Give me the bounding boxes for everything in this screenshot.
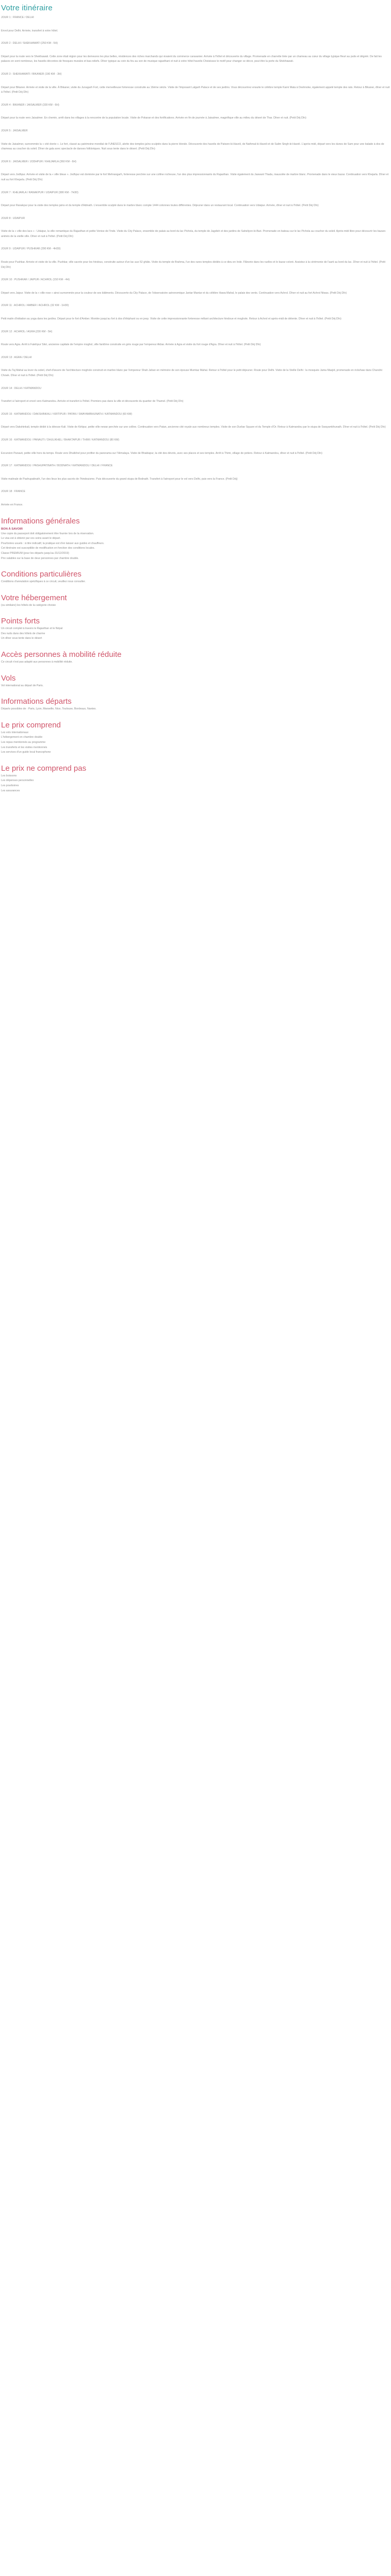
day-description: Visite de Jaisalmer, surnommée la « cité dorée ». Le fort, classé au patrimoine mondial de l'UNESCO, abrite des temples jaïns sculptés dans la pierre blonde. Découverte des havelis de Patwon-ki-Haveli, de Nathmal-ki-Haveli et de Salim Singh-ki-Haveli. L'après-midi, départ vers les dunes de Sam pour une balade à dos de chameau au coucher du soleil. Dîner de gala avec spectacle de danses folkloriques. Nuit sous tente dans le désert. (Petit Déj Dîn) xyxy=(1,142,384,151)
day-description: Départ pour Bikaner. Arrivée et visite de la ville. À Bikaner, visite du Junagarh Fort, cette merveilleuse forteresse construite au 16ème siècle. Visite de l'imposant Lalgarh Palace et de ses jardins. Vous découvrirez ensuite le célèbre temple Karni Mata à Deshnoke, également appelé temple des rats. Retour à Bikaner, dîner et nuit à l'hôtel. (Petit Déj Dîn) xyxy=(1,86,390,94)
day-description: Départ pour la route vers Jaisalmer. En chemin, arrêt dans les villages à la rencontre de la population locale. Visite de Pokaran et des fortifications. Arrivée en fin de journée à Jaisalmer, magnifique ville au milieu du désert de Thar. Dîner et nuit. (Petit Déj Dîn) xyxy=(1,116,306,120)
day-block xyxy=(0,152,391,183)
day-title: JOUR 15 : KATMANDOU / DAKSHINKALI / KIRTIPUR / PATAN / SWAYAMBHUNATH / KATMANDOU (60 KM) xyxy=(1,412,133,416)
section-paragraph: L'hébergement en chambre double xyxy=(1,736,43,739)
section-paragraph: Classe PREMIUM (pour les départs jusqu'au 31/12/2019) xyxy=(1,551,69,555)
section-paragraph: Un circuit complet à travers le Rajasthan et le Népal xyxy=(1,627,63,631)
section-paragraph: Les assurances xyxy=(1,789,20,792)
day-block xyxy=(0,404,391,430)
section-paragraph: Les services d'un guide local francophone xyxy=(1,751,51,754)
section-title: Informations générales xyxy=(1,516,80,526)
section-spacer xyxy=(0,712,391,720)
itinerary-page xyxy=(0,0,391,793)
day-block xyxy=(0,121,391,152)
itinerary-title: Votre itinéraire xyxy=(1,4,53,12)
day-title: JOUR 6 : JAISALMER / JODHPUR / KHEJARLA (360 KM - 6H) xyxy=(1,160,76,163)
days-list xyxy=(0,13,391,508)
day-block xyxy=(0,270,391,296)
day-title: JOUR 7 : KHEJARLA / RANAKPUR / UDAIPUR (380 KM - 7H30) xyxy=(1,191,78,194)
section-spacer xyxy=(0,585,391,593)
section-body xyxy=(0,774,391,793)
day-block xyxy=(0,379,391,404)
section-paragraph: Les repas mentionnés au programme xyxy=(1,741,46,744)
day-block xyxy=(0,322,391,348)
section-title: Votre hébergement xyxy=(1,593,67,602)
section-paragraph: Les transferts et les visites mentionnés xyxy=(1,745,47,749)
section-spacer xyxy=(0,508,391,516)
section-spacer xyxy=(0,665,391,673)
section-body xyxy=(0,707,391,712)
day-title: JOUR 14 : DELHI / KATMANDOU xyxy=(1,386,42,390)
day-description: Départ vers Jaipur. Visite de la « ville rose » ainsi surnommée pour la couleur de ses bâtiments. Découverte du City Palace, de l'observatoire astronomique Jantar Mantar et du célèbre Hawa Mahal, le palais des vents. Continuation vers Achrol. Dîner et nuit au fort Achrol Niwas. (Petit Déj Dîn) xyxy=(1,291,347,295)
day-title: JOUR 13 : AGRA / DELHI xyxy=(1,355,32,359)
section-title: Conditions particulières xyxy=(1,570,82,579)
section-spacer xyxy=(0,608,391,616)
day-title: JOUR 9 : UDAIPUR / PUSHKAR (290 KM - 4H30) xyxy=(1,247,61,251)
day-block xyxy=(0,209,391,240)
section-paragraph: Les dépenses personnelles xyxy=(1,779,34,783)
day-description: Départ pour Ranakpur pour la visite des temples jaïns et du temple d'Adinath. L'ensemble sculpté dans le marbre blanc compte 1444 colonnes toutes différentes. Déjeuner dans un restaurant local. Continuation vers Udaipur. Arrivée, dîner et nuit à l'hôtel. (Petit Déj Dîn) xyxy=(1,204,319,208)
day-title: JOUR 1 : FRANCE / DELHI xyxy=(1,16,34,19)
section-title: Vols xyxy=(1,673,16,683)
day-title: JOUR 3 : SHEKHAWATI / BIKANER (190 KM - 3H) xyxy=(1,72,62,76)
day-block xyxy=(0,13,391,33)
day-title: JOUR 4 : BIKANER / JAISALMER (330 KM - 6H) xyxy=(1,103,59,107)
section-spacer xyxy=(0,561,391,569)
section-paragraph: (ou similaire) les hôtels de la catégorie choisie xyxy=(1,603,56,607)
section-paragraph: Des nuits dans des hôtels de charme xyxy=(1,632,45,635)
section-title: Points forts xyxy=(1,617,40,626)
day-block xyxy=(0,33,391,64)
section-paragraph: Pourboires usuels : à titre indicatif, la pratique est d'en laisser aux guides et chauffeurs. xyxy=(1,541,105,545)
section-body xyxy=(0,603,391,608)
day-description: Visite du Taj Mahal au lever du soleil, chef-d'œuvre de l'architecture moghole construit en marbre blanc par l'empereur Shah Jahan en mémoire de son épouse Mumtaz Mahal. Retour à l'hôtel pour le petit déjeuner. Route pour Delhi. Visite de la Vieille Delhi : la mosquée Jama Masjid, promenade en rickshaw dans Chandni Chowk. Dîner et nuit à l'hôtel. (Petit Déj Dîn) xyxy=(1,369,382,377)
day-description: Départ vers Jodhpur. Arrivée et visite de la « ville bleue ». Jodhpur est dominée par le fort Mehrangarh, forteresse perchée sur une colline rocheuse, l'un des plus impressionnants du Rajasthan. Visite également du Jaswant Thada, mausolée de marbre blanc. Promenade dans le vieux bazar. Continuation vers Khejarla. Dîner et nuit au fort Khejarla. (Petit Déj Dîn) xyxy=(1,173,389,181)
section-paragraph: Prix valables sur la base de deux personnes par chambre double. xyxy=(1,556,79,560)
section-title: Accès personnes à mobilité réduite xyxy=(1,650,122,659)
day-description: Route vers Agra. Arrêt à Fatehpur Sikri, ancienne capitale de l'empire moghol, ville fantôme construite en grès rouge par l'empereur Akbar. Arrivée à Agra et visite du fort rouge d'Agra. Dîner et nuit à l'hôtel. (Petit Déj Dîn) xyxy=(1,343,261,347)
day-block xyxy=(0,239,391,270)
section-spacer xyxy=(0,641,391,650)
section-paragraph: Cet itinéraire est susceptible de modification en fonction des conditions locales. xyxy=(1,547,95,550)
day-description: Envol pour Delhi. Arrivée, transfert à votre hôtel. xyxy=(1,29,58,32)
section-body xyxy=(0,684,391,689)
day-block xyxy=(0,95,391,121)
day-description: Départ pour la route vers le Shekhawati. Cette zone était région pour les demeures les plus belles, résidences des riches marchands qui vivaient du commerce caravanier. Arrivée à l'hôtel et découverte du village. Promenade en charrette tirée par un chameau au cœur du village typique fleuri au puits et dégréé. De fait les palaces en sont nombreux, les havelis décorées de fresques murales et bas-reliefs. Dîner typique au coin du feu au son de musique rajasthani et nuit à votre hôtel havelis Choisissez le motif pour changer ce décor, peut être la porte du Shekhawati. xyxy=(1,55,382,63)
day-description: Excursion Panauti, petite ville hors du temps. Route vers Dhulikhel pour profiter du panorama sur l'Himalaya. Visite de Bhaktapur, la cité des dévots, avec ses places et ses temples. Arrêt à Thimi, village de potiers. Retour à Katmandou, dîner et nuit à l'hôtel. (Petit Déj Dîn) xyxy=(1,451,322,455)
section-body xyxy=(0,580,391,585)
section-title: Informations départs xyxy=(1,697,72,706)
day-title: JOUR 10 : PUSHKAR / JAIPUR / ACHROL (150 KM - 4H) xyxy=(1,278,70,282)
day-title: JOUR 11 : ACHROL / AMBER / ACHROL (32 KM - 1H30) xyxy=(1,304,69,308)
day-title: JOUR 2 : DELHI / SHEKHAWATI (250 KM - 5H) xyxy=(1,42,58,45)
section-body xyxy=(0,660,391,665)
day-title: JOUR 8 : UDAIPUR xyxy=(1,216,25,220)
day-block xyxy=(0,430,391,456)
day-title: JOUR 17 : KATMANDOU / PASHUPATINATH / BODNATH / KATMANDOU / DELHI / FRANCE xyxy=(1,464,113,468)
day-title: JOUR 12 : ACHROL / AGRA (230 KM - 5H) xyxy=(1,330,53,333)
info-sections xyxy=(0,508,391,794)
section-paragraph: Conditions d'annulation spécifiques à ce circuit, veuillez nous consulter. xyxy=(1,580,86,584)
day-description: Visite de la « ville des lacs » : Udaipur, la ville romantique du Rajasthan et petite Venise de l'Inde. Visite du City Palace, ensemble de palais au bord du lac Pichola, du temple de Jagdish et des jardins de Saheliyon-ki-Bari. Promenade en bateau sur le lac Pichola au coucher du soleil. Après-midi libre pour découvrir les bazars animés de la vieille ville. Dîner et nuit à l'hôtel. (Petit Déj Dîn) xyxy=(1,230,386,238)
day-description: Route pour Pushkar. Arrivée et visite de la ville. Pushkar, ville sacrée pour les hindous, construite autour d'un lac aux 52 ghâts. Visite du temple de Brahma, l'un des rares temples dédiés à ce dieu en Inde. Flânerie dans les ruelles et le bazar coloré. Assistez à la cérémonie de l'aarti au bord du lac. Dîner et nuit à l'hôtel. (Petit Déj Dîn) xyxy=(1,261,385,269)
section-spacer xyxy=(0,688,391,697)
section-body xyxy=(0,731,391,755)
day-description: Visite matinale de Pashupatinath, l'un des lieux les plus sacrés de l'hindouisme. Puis découverte du grand stupa de Bodnath. Transfert à l'aéroport pour le vol vers Delhi, puis vers la France. (Petit Déj) xyxy=(1,477,238,481)
day-block xyxy=(0,482,391,507)
section-paragraph: Une copie du passeport doit obligatoirement être fournie lors de la réservation. xyxy=(1,532,94,535)
section-paragraph: Vol international au départ de Paris. xyxy=(1,684,44,687)
day-block xyxy=(0,183,391,209)
day-title: JOUR 5 : JAISALMER xyxy=(1,129,28,132)
section-subtitle: BON À SAVOIR xyxy=(1,527,23,531)
day-block xyxy=(0,64,391,95)
day-description: Arrivée en France. xyxy=(1,503,23,506)
day-description: Petit matin d'initiation au yoga dans les jardins. Départ pour le fort d'Amber. Montée jusqu'au fort à dos d'éléphant ou en jeep. Visite de cette impressionnante forteresse mêlant architecture hindoue et moghole. Retour à Achrol et après-midi de détente. Dîner et nuit à l'hôtel. (Petit Déj Dîn) xyxy=(1,317,341,321)
day-block xyxy=(0,456,391,482)
section-title: Le prix comprend xyxy=(1,720,61,730)
section-paragraph: Les vols internationaux xyxy=(1,731,29,734)
day-title: JOUR 18 : FRANCE xyxy=(1,490,25,494)
section-spacer xyxy=(0,755,391,764)
section-title: Le prix ne comprend pas xyxy=(1,764,87,773)
section-paragraph: Les boissons xyxy=(1,774,17,777)
section-paragraph: Ce circuit n'est pas adapté aux personnes à mobilité réduite. xyxy=(1,660,73,664)
day-description: Départ vers Dakshinkali, temple dédié à la déesse Kali. Visite de Kirtipur, petite ville newar perchée sur une colline. Continuation vers Patan, ancienne cité royale aux nombreux temples. Visite de son Durbar Square et du Temple d'Or. Retour à Katmandou par le stupa de Swayambhunath. Dîner et nuit à l'hôtel. (Petit Déj Dîn) xyxy=(1,426,386,429)
section-paragraph: Un dîner sous tente dans le désert xyxy=(1,637,42,640)
section-paragraph: Le visa est à obtenir par vos soins avant le départ. xyxy=(1,537,61,540)
section-body xyxy=(0,527,391,562)
day-description: Transfert à l'aéroport et envol vers Katmandou. Arrivée et transfert à l'hôtel. Premiers pas dans la ville et découverte du quartier de Thamel. (Petit Déj Dîn) xyxy=(1,400,184,403)
day-title: JOUR 16 : KATMANDOU / PANAUTI / DHULIKHEL / BHAKTAPUR / THIMI / KATMANDOU (80 KM) xyxy=(1,438,120,442)
section-paragraph: Les pourboires xyxy=(1,784,19,787)
section-body xyxy=(0,626,391,641)
day-block xyxy=(0,296,391,321)
section-paragraph: Départs possibles de : Paris, Lyon, Marseille, Nice, Toulouse, Bordeaux, Nantes. xyxy=(1,707,96,711)
day-block xyxy=(0,348,391,379)
